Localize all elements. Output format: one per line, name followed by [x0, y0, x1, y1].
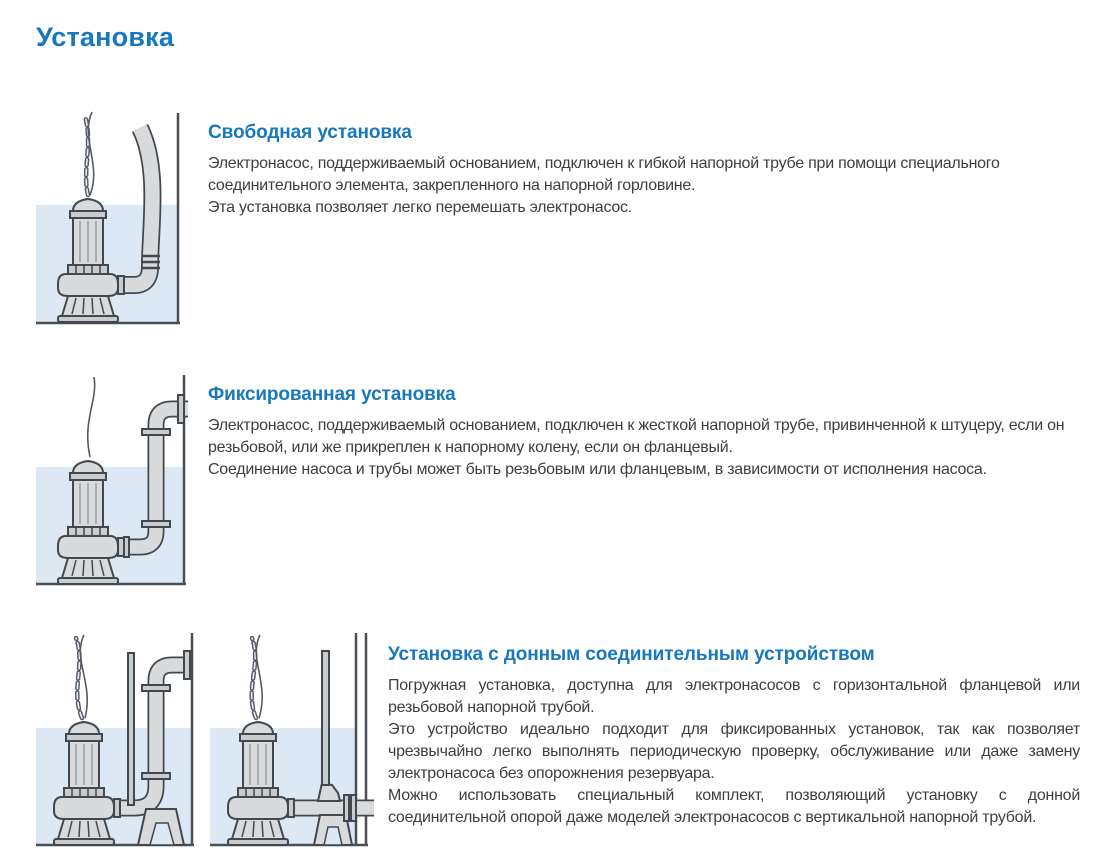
section-paragraph: Погружная установка, доступна для электронасосов с горизонтальной фланцевой или резьбовой напорной трубой.: [388, 677, 1080, 716]
section-paragraph: Это устройство идеально подходит для фиксированных установок, так как позволяет чрезвычайно легко выполнять периодическую проверку, обслуживание или даже замену электронасоса без опорожнения резервуара.: [388, 721, 1080, 782]
guide-rail: [322, 651, 329, 785]
pipe-flange: [351, 795, 356, 821]
section-paragraph: Электронасос, поддерживаемый основанием, подключен к жесткой напорной трубе, привинченной к штуцеру, если он резьбовой, или же прикреплен к напорному колену, если он фланцевый.: [208, 417, 1065, 456]
figure-fixed-installation: [36, 375, 196, 590]
bottom-coupling-vertical-pipe-illustration: [36, 633, 206, 851]
section-free-installation: [208, 122, 1068, 219]
figure-bottom-coupling-vertical: [36, 633, 206, 851]
bottom-coupling-horizontal-pipe-illustration: [210, 633, 378, 851]
power-cable: [256, 635, 262, 718]
free-installation-illustration: [36, 110, 186, 330]
figure-free-installation: [36, 110, 186, 330]
section-paragraph: Электронасос, поддерживаемый основанием, подключен к гибкой напорной трубе при помощи специального соединительного элемента, закрепленного на напорной горловине.: [208, 155, 1000, 194]
pipe-flange: [142, 685, 170, 691]
fixed-installation-illustration: [36, 375, 196, 590]
section-paragraph: Эта установка позволяет легко перемешать электронасос.: [208, 199, 632, 216]
guide-rail: [128, 653, 134, 805]
pipe-flange: [142, 773, 170, 779]
power-cable: [80, 635, 87, 718]
section-paragraph: Соединение насоса и трубы может быть резьбовым или фланцевым, в зависимости от исполнения насоса.: [208, 461, 987, 478]
section-heading: Фиксированная установка: [208, 384, 456, 405]
pipe-flange: [142, 521, 170, 527]
pipe-flange: [142, 429, 170, 435]
page-title: Установка: [36, 22, 175, 52]
stand-arch: [324, 827, 342, 845]
wall-flange: [184, 651, 190, 679]
section-heading: Установка с донным соединительным устройством: [388, 644, 875, 665]
section-bottom-coupling: [388, 644, 1080, 829]
wall-flange: [178, 395, 184, 423]
pipe-flange: [344, 795, 349, 821]
section-fixed-installation: [208, 384, 1068, 481]
section-heading: Свободная установка: [208, 122, 412, 143]
figure-bottom-coupling-horizontal: [210, 633, 378, 851]
section-paragraph: Можно использовать специальный комплект, позволяющий установку с донной соединительной опорой даже моделей электронасосов с вертикальной напорной трубой.: [388, 787, 1080, 826]
power-cable: [88, 377, 95, 457]
